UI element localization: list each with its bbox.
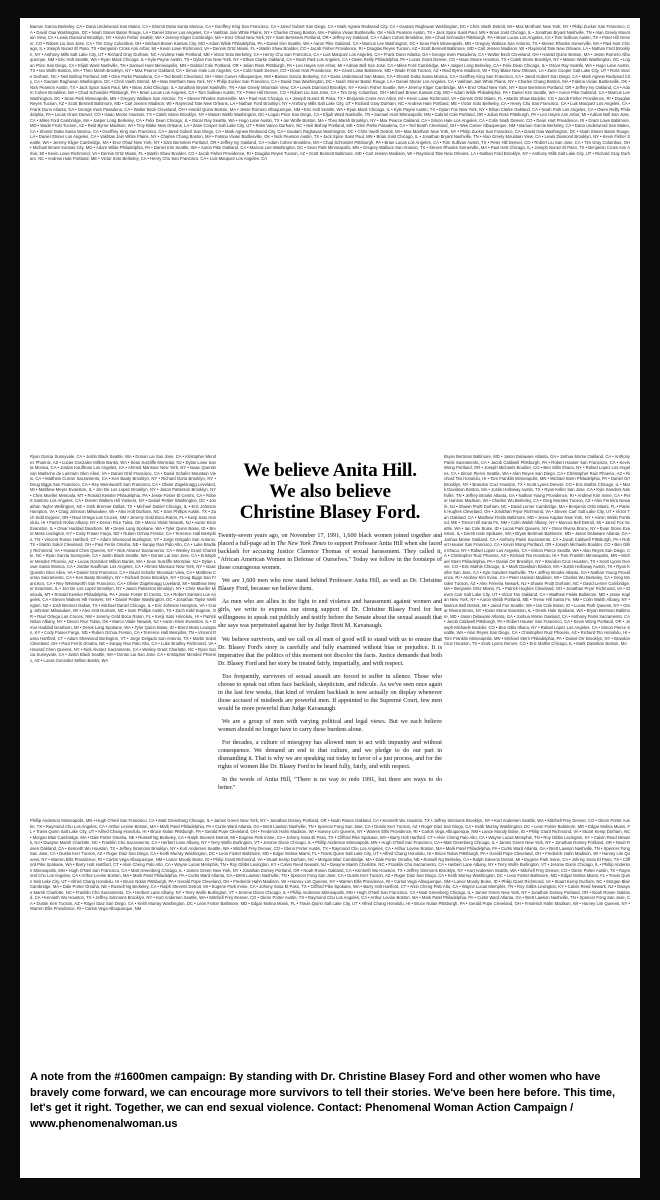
campaign-note-text: A note from the #1600men campaign: By standing with Dr. Christine Blasey Ford and other women who have bravely come forward, we can encourage more survivors to tell their stories. We've been here before. This time, let's get it right. Together, we can end sexual violence. Contact: Phenomenal Woman Action Campaign / www.phenomenalwoman.us (30, 1071, 616, 1130)
letter-body (218, 532, 442, 792)
signatory-list-top: Bamun Garcia Berkeley, CA • Dana Underwood San Mateo, CA • Shomit Dutta Santa Monica, CA • Geoffrey King San Francisco, CA • Jared Gubert San Diego, CA • Mark Agnew Redwood City, CA • Gautam Raghavan Washington, DC • Chris Vaeth Detroit, MI • Max Mortham New York, NY • Philip Zucker San Francisco, CA • David Oaa Washington, DC • Noah Stoner Baton Rouge, LA • Daniel Stoner Los Angeles, CA • Vakhtan Jain White Plains, NY • Charles Chang Boston, MA • Fatima Vivian Bartlesville, OK • Nick Pearson Austin, TX • Jack Spice Saint Paul, MN • Brian Joist Chicago, IL • Jonathan Bryant Nashville, TN • Alan Greely Mountain View, CA • Lewis Diamond Brooklyn, NY • Kevin Fisher Seattle, WA • Jeremy Kliger Cambridge, MA • Erez Ohad New York, NY • Sam Bernstein Portland, OR • Jeffrey Ivy Oakland, CA • Adam Cohen Brookline, MA • Chad Schneider Pittsburgh, PA • Brian Lucas Los Angeles, CA • Tom Sullivan Austin, TX • Peter Hill Denver, CO • Robert Liu San Jose, CA • Tim Gray Columbus, OH • Michael Brown Kansas City, MO • Adam Wilde Philadelphia, PA • Daniel Kim Seattle, WA • Aaron Pike Oakland, CA • Marcus Lee Washington, DC • Sean Park Minneapolis, MN • Gregory Wallace San Antonio, TX • Steven Rhodes Somerville, MA • Paul Hart Chicago, IL • Joseph Nunez El Paso, TX • Benjamin Cross Ann Arbor, MI • Kevin Lowe Richmond, VA • Dennis Ortiz Miami, FL • Martin Shaw Boulder, CO • Jacob Fisher Providence, RI • Douglas Reyes Tucson, AZ • Scott Bennett Baltimore, MD • Carl Jensen Madison, WI • Raymond Tate New Orleans, LA • Nathan Ford Brooklyn, NY • Anthony Mills Salt Lake City, UT • Richard Gray Durham, NC • Andrew Hale Portland, ME • Victor Soto Berkeley, CA • Henry Chu San Francisco, CA • Luis Marquez Los Angeles, CA • Frank Dunn Atlanta, GA • George Irwin Pasadena, CA • Walter Beck Cleveland, OH • Harold Quinn Boston, MA • Jesse Romero Albuquerque, NM • Eric Holt Seattle, WA • Ryan Mack Chicago, IL • Kyle Payne Austin, TX • Dylan Fox New York, NY • Ethan Clarke Oakland, CA • Noah Park Los Angeles, CA • Owen Reilly Philadelphia, PA • Lucas Grant Denver, CO • Isaac Moore Houston, TX • Caleb Stone Brooklyn, NY • Mason Webb Washington, DC • Logan Price San Diego, CA • Elijah Ward Nashville, TN • Samuel Hunt Minneapolis, MN • Gabriel Cole Portland, OR • Julian Ross Pittsburgh, PA • Leo Hayes Ann Arbor, MI • Adrian Bell San Jose, CA • Miles Ford Cambridge, MA • Jasper Long Berkeley, CA • Felix Dean Chicago, IL • Oscar Ray Seattle, WA • Hugo Lane Austin, TX • Ian Wolfe Boston, MA • Theo Marsh Brooklyn, NY • Max Pearce Oakland, CA • Simon Hale Los Angeles, CA • Colin Nash Denver, CO • Dean Hart Providence, RI • Grant Lowe Baltimore, MD • Wade Frost Tucson, AZ • Reid Byrne Madison, WI • Troy Blake New Orleans, LA • Zane Cooper Salt Lake City, UT • Ross Vance Durham, NC • Neil Bishop Portland, ME • Glen Parks Pasadena, CA • Ted Booth Cleveland, OH • Wes Carver Albuquerque, NM • Bamun Garcia Berkeley, CA • Dana Underwood San Mateo, CA • Shomit Dutta Santa Monica, CA • Geoffrey King San Francisco, CA • Jared Gubert San Diego, CA • Mark Agnew Redwood City, CA • Gautam Raghavan Washington, DC • Chris Vaeth Detroit, MI • Max Mortham New York, NY • Philip Zucker San Francisco, CA • David Oaa Washington, DC • Noah Stoner Baton Rouge, LA • Daniel Stoner Los Angeles, CA • Vakhtan Jain White Plains, NY • Charles Chang Boston, MA • Fatima Vivian Bartlesville, OK • Nick Pearson Austin, TX • Jack Spice Saint Paul, MN • Brian Joist Chicago, IL • Jonathan Bryant Nashville, TN • Alan Greely Mountain View, CA • Lewis Diamond Brooklyn, NY • Kevin Fisher Seattle, WA • Jeremy Kliger Cambridge, MA • Erez Ohad New York, NY • Sam Bernstein Portland, OR • Jeffrey Ivy Oakland, CA • Adam Cohen Brookline, MA • Chad Schneider Pittsburgh, PA • Brian Lucas Los Angeles, CA • Tom Sullivan Austin, TX • Peter Hill Denver, CO • Robert Liu San Jose, CA • Tim Gray Columbus, OH • Michael Brown Kansas City, MO • Adam Wilde Philadelphia, PA • Daniel Kim Seattle, WA • Aaron Pike Oakland, CA • Marcus Lee Washington, DC • Sean Park Minneapolis, MN • Gregory Wallace San Antonio, TX • Steven Rhodes Somerville, MA • Paul Hart Chicago, IL • Joseph Nunez El Paso, TX • Benjamin Cross Ann Arbor, MI • Kevin Lowe Richmond, VA • Dennis Ortiz Miami, FL • Martin Shaw Boulder, CO • Jacob Fisher Providence, RI • Douglas Reyes Tucson, AZ • Scott Bennett Baltimore, MD • Carl Jensen Madison, WI • Raymond Tate New Orleans, LA • Nathan Ford Brooklyn, NY • Anthony Mills Salt Lake City, UT • Richard Gray Durham, NC • Andrew Hale Portland, ME • Victor Soto Berkeley, CA • Henry Chu San Francisco, CA • Luis Marquez Los Angeles, CA • Frank Dunn Atlanta, GA • George Irwin Pasadena, CA • Walter Beck Cleveland, OH • Harold Quinn Boston, MA • Jesse Romero Albuquerque, NM • Eric Holt Seattle, WA • Ryan Mack Chicago, IL • Kyle Payne Austin, TX • Dylan Fox New York, NY • Ethan Clarke Oakland, CA • Noah Park Los Angeles, CA • Owen Reilly Philadelphia, PA • Lucas Grant Denver, CO • Isaac Moore Houston, TX • Caleb Stone Brooklyn, NY • Mason Webb Washington, DC • Logan Price San Diego, CA • Elijah Ward Nashville, TN • Samuel Hunt Minneapolis, MN • Gabriel Cole Portland, OR • Julian Ross Pittsburgh, PA • Leo Hayes Ann Arbor, MI • Adrian Bell San Jose, CA • Miles Ford Cambridge, MA • Jasper Long Berkeley, CA • Felix Dean Chicago, IL • Oscar Ray Seattle, WA • Hugo Lane Austin, TX • Ian Wolfe Boston, MA • Theo Marsh Brooklyn, NY • Max Pearce Oakland, CA • Simon Hale Los Angeles, CA • Colin Nash Denver, CO • Dean Hart Providence, RI • Grant Lowe Baltimore, MD • Wade Frost Tucson, AZ • Reid Byrne Madison, WI • Troy Blake New Orleans, LA • Zane Cooper Salt Lake City, UT • Ross Vance Durham, NC • Neil Bishop Portland, ME • Glen Parks Pasadena, CA • Ted Booth Cleveland, OH • Wes Carver Albuquerque, NM • Bamun Garcia Berkeley, CA • Dana Underwood San Mateo, CA • Shomit Dutta Santa Monica, CA • Geoffrey King San Francisco, CA • Jared Gubert San Diego, CA • Mark Agnew Redwood City, CA • Gautam Raghavan Washington, DC • Chris Vaeth Detroit, MI • Max Mortham New York, NY • Philip Zucker San Francisco, CA • David Oaa Washington, DC • Noah Stoner Baton Rouge, LA • Daniel Stoner Los Angeles, CA • Vakhtan Jain White Plains, NY • Charles Chang Boston, MA • Fatima Vivian Bartlesville, OK • Nick Pearson Austin, TX • Jack Spice Saint Paul, MN • Brian Joist Chicago, IL • Jonathan Bryant Nashville, TN • Alan Greely Mountain View, CA • Lewis Diamond Brooklyn, NY • Kevin Fisher Seattle, WA • Jeremy Kliger Cambridge, MA • Erez Ohad New York, NY • Sam Bernstein Portland, OR • Jeffrey Ivy Oakland, CA • Adam Cohen Brookline, MA • Chad Schneider Pittsburgh, PA • Brian Lucas Los Angeles, CA • Tom Sullivan Austin, TX • Peter Hill Denver, CO • Robert Liu San Jose, CA • Tim Gray Columbus, OH • Michael Brown Kansas City, MO • Adam Wilde Philadelphia, PA • Daniel Kim Seattle, WA • Aaron Pike Oakland, CA • Marcus Lee Washington, DC • Sean Park Minneapolis, MN • Gregory Wallace San Antonio, TX • Steven Rhodes Somerville, MA • Paul Hart Chicago, IL • Joseph Nunez El Paso, TX • Benjamin Cross Ann Arbor, MI • Kevin Lowe Richmond, VA • Dennis Ortiz Miami, FL • Martin Shaw Boulder, CO • Jacob Fisher Providence, RI • Douglas Reyes Tucson, AZ • Scott Bennett Baltimore, MD • Carl Jensen Madison, WI • Raymond Tate New Orleans, LA • Nathan Ford Brooklyn, NY • Anthony Mills Salt Lake City, UT • Richard Gray Durham, NC • Andrew Hale Portland, ME • Victor Soto Berkeley, CA • Henry Chu San Francisco, CA • Luis Marquez Los Angeles, CA (30, 24, 630, 161)
newspaper-ad (20, 18, 640, 1178)
newspaper-title: The New York Times (276, 541, 327, 548)
signatory-list-left: Ryan Garcia Sunnyvale, CA • Justin Black Seattle, WA • Dorian Lai San Jose, CA • Kristopher Mendez Phoenix, AZ • Lucas Gonzalez Million Banks, WA • Sean Sutcliffe Montclair, NJ • Dylan Lowe Santa Monica, CA • Jordan Kauffman Los Angeles, CA • Ahmed Mansour New York, NY • Isaac Quentin van Marlsche de Lummen Glen Allen, VA • Daniel Oral Francisco, CA • David Schafer Mountain View, CA • Matthew Curran Sacramento, CA • Ken Baaty Brooklyn, NY • Richard Doria Brooklyn, NY • Doug Biggs San Francisco, CA • Rey Weinsworth San Francisco, CA • Olivier Zagelsnagg Loveland, MI • Matthew Meyer Evanston, IL • Jon De Los Lopez Brooklyn, NY • Jason Patterson Brooklyn, NY • Chris Mueller Missoula, MT • Ronald Kessler Philadelphia, PA • Jesse Foster El Centro, CA • Robert Santoro Los Angeles, CA • Steven Walters Hill Yonkers, NY • Daniel Pettier Washington, DC • Jonathan Taylor Wellington, NZ • Josh Brenner Dallas, TX • Michael Daniel Chicago, IL • Eric Johnson Hampton, VA • Craig Johnson Milwaukee, WI • Alex Holt Durham, NC • Sam Phillips Austin, TX • Zach Kidd Eugene, OR • Raul Ortega Las Cruces, NM • Jeremy Gold Boca Raton, FL • Kenji Sato Honolulu, HI • Patrick Nolan Albany, NY • Devon Rice Tulsa, OK • Marco Vitale Newark, NJ • Aaron Klein Evanston, IL • Omar Haddad Dearborn, MI • Derek Lang Spokane, WA • Tyler Quinn Boise, ID • Brent Moss Lexington, KY • Cody Fraser Fargo, ND • Ruben Ochoa Fresno, CA • Terrence Hall Memphis, TN • Vincent Russo Hartford, CT • Adam Sherwood Burlington, VT • Jorge Delgado San Antonio, TX • Martin Sokol Cleveland, OH • Paul Ferris Omaha, NE • Sanjay Rao Palo Alto, CA • Luke Bradley Richmond, VA • Howard Chen Queens, NY • Nick Alvarez Sacramento, CA • Wesley Grant Charlotte, NC • Ryan Garcia Sunnyvale, CA • Justin Black Seattle, WA • Dorian Lai San Jose, CA • Kristopher Mendez Phoenix, AZ • Lucas Gonzalez Million Banks, WA • Sean Sutcliffe Montclair, NJ • Dylan Lowe Santa Monica, CA • Jordan Kauffman Los Angeles, CA • Ahmed Mansour New York, NY • Isaac Quentin Glen Allen, VA • Daniel Oral Francisco, CA • David Schafer Mountain View, CA • Matthew Curran Sacramento, CA • Ken Baaty Brooklyn, NY • Richard Doria Brooklyn, NY • Doug Biggs San Francisco, CA • Rey Weinsworth San Francisco, CA • Olivier Zagelsnagg Loveland, MI • Matthew Meyer Evanston, IL • Jon De Los Lopez Brooklyn, NY • Jason Patterson Brooklyn, NY • Chris Mueller Missoula, MT • Ronald Kessler Philadelphia, PA • Jesse Foster El Centro, CA • Robert Santoro Los Angeles, CA • Steven Walters Hill Yonkers, NY • Daniel Pettier Washington, DC • Jonathan Taylor Wellington, NZ • Josh Brenner Dallas, TX • Michael Daniel Chicago, IL • Eric Johnson Hampton, VA • Craig Johnson Milwaukee, WI • Alex Holt Durham, NC • Sam Phillips Austin, TX • Zach Kidd Eugene, OR • Raul Ortega Las Cruces, NM • Jeremy Gold Boca Raton, FL • Kenji Sato Honolulu, HI • Patrick Nolan Albany, NY • Devon Rice Tulsa, OK • Marco Vitale Newark, NJ • Aaron Klein Evanston, IL • Omar Haddad Dearborn, MI • Derek Lang Spokane, WA • Tyler Quinn Boise, ID • Brent Moss Lexington, KY • Cody Fraser Fargo, ND • Ruben Ochoa Fresno, CA • Terrence Hall Memphis, TN • Vincent Russo Hartford, CT • Adam Sherwood Burlington, VT • Jorge Delgado San Antonio, TX • Martin Sokol Cleveland, OH • Paul Ferris Omaha, NE • Sanjay Rao Palo Alto, CA • Luke Bradley Richmond, VA • Howard Chen Queens, NY • Nick Alvarez Sacramento, CA • Wesley Grant Charlotte, NC • Ryan Garcia Sunnyvale, CA • Justin Black Seattle, WA • Dorian Lai San Jose, CA • Kristopher Mendez Phoenix, AZ • Lucas Gonzalez Million Banks, WA (30, 454, 216, 663)
letter-paragraph-8: In the words of Anita Hill, "There is no way to redo 1991, but there are ways to do better." (218, 777, 442, 792)
letter-paragraph-5: Too frequently, survivors of sexual assault are forced to suffer in silence. Those who choose to speak out often face backlash, skepticism, and ridicule. As we've seen once again in the last few weeks, that kind of virulent backlash is now actually on display whenever those accused of misdeeds are powerful men. If appointed to the Supreme Court, few men would be more powerful than Judge Kavanaugh. (218, 673, 442, 712)
p1-text-a: Twenty-seven years ago, on November 17, 1991, 1,600 black women joined together and placed a full-page ad in (218, 533, 442, 548)
headline-line-1: We believe Anita Hill. (243, 460, 417, 481)
signatory-list-bottom: Phillip Anderson Minneapolis, MN • Hugh O'Neil San Francisco, CA • Matt Greenberg Chicago, IL • James Green New York, NY • Jonathan Dorsey Portland, OR • Noah Rosen Oakland, CA • Kenneth Wu Houston, TX • Jeffrey Simmons Brooklyn, NY • Kurt Andersen Seattle, WA • Mitchell Frey Denver, CO • Glenn Porter Austin, TX • Raymond Chu Los Angeles, CA • Arthur Levine Boston, MA • Mark Patel Philadelphia, PA • Curtis Ward Atlanta, GA • Brett Lawson Nashville, TN • Spencer Fong San Jose, CA • Dustin Kerr Tucson, AZ • Roger Diaz San Diego, CA • Keith Murray Washington, DC • Leon Foster Baltimore, MD • Edgar Molina Miami, FL • Travis Quinn Salt Lake City, UT • Alfred Chang Honolulu, HI • Bruce Nolan Pittsburgh, PA • Gerald Pope Cleveland, OH • Frederick Hahn Madison, WI • Harvey Lim Queens, NY • Warren Ellis Providence, RI • Carlos Vega Albuquerque, NM • Lance Moody Boise, ID • Philip Grant Richmond, VA • Stuart Kemp Durham, NC • Morgan Blair Cambridge, MA • Dale Porter Omaha, NE • Russell Ng Berkeley, CA • Ralph Stevens Detroit, MI • Eugene Park Irvine, CA • Johnny Sosa El Paso, TX • Clifford Pike Spokane, WA • Barry Holt Hartford, CT • Alvin Cheng Palo Alto, CA • Wayne Lucas Memphis, TN • Roy Gibbs Lexington, KY • Calvin Reed Newark, NJ • Dwayne Marsh Charlotte, NC • Franklin Cho Sacramento, CA • Herbert Lane Albany, NY • Terry Wolfe Burlington, VT • Jerome Dixon Chicago, IL • Phillip Anderson Minneapolis, MN • Hugh O'Neil San Francisco, CA • Matt Greenberg Chicago, IL • James Green New York, NY • Jonathan Dorsey Portland, OR • Noah Rosen Oakland, CA • Kenneth Wu Houston, TX • Jeffrey Simmons Brooklyn, NY • Kurt Andersen Seattle, WA • Mitchell Frey Denver, CO • Glenn Porter Austin, TX • Raymond Chu Los Angeles, CA • Arthur Levine Boston, MA • Mark Patel Philadelphia, PA • Curtis Ward Atlanta, GA • Brett Lawson Nashville, TN • Spencer Fong San Jose, CA • Dustin Kerr Tucson, AZ • Roger Diaz San Diego, CA • Keith Murray Washington, DC • Leon Foster Baltimore, MD • Edgar Molina Miami, FL • Travis Quinn Salt Lake City, UT • Alfred Chang Honolulu, HI • Bruce Nolan Pittsburgh, PA • Gerald Pope Cleveland, OH • Frederick Hahn Madison, WI • Harvey Lim Queens, NY • Warren Ellis Providence, RI • Carlos Vega Albuquerque, NM • Lance Moody Boise, ID • Philip Grant Richmond, VA • Stuart Kemp Durham, NC • Morgan Blair Cambridge, MA • Dale Porter Omaha, NE • Russell Ng Berkeley, CA • Ralph Stevens Detroit, MI • Eugene Park Irvine, CA • Johnny Sosa El Paso, TX • Clifford Pike Spokane, WA • Barry Holt Hartford, CT • Alvin Cheng Palo Alto, CA • Wayne Lucas Memphis, TN • Roy Gibbs Lexington, KY • Calvin Reed Newark, NJ • Dwayne Marsh Charlotte, NC • Franklin Cho Sacramento, CA • Herbert Lane Albany, NY • Terry Wolfe Burlington, VT • Jerome Dixon Chicago, IL • Phillip Anderson Minneapolis, MN • Hugh O'Neil San Francisco, CA • Matt Greenberg Chicago, IL • James Green New York, NY • Jonathan Dorsey Portland, OR • Noah Rosen Oakland, CA • Kenneth Wu Houston, TX • Jeffrey Simmons Brooklyn, NY • Kurt Andersen Seattle, WA • Mitchell Frey Denver, CO • Glenn Porter Austin, TX • Raymond Chu Los Angeles, CA • Arthur Levine Boston, MA • Mark Patel Philadelphia, PA • Curtis Ward Atlanta, GA • Brett Lawson Nashville, TN • Spencer Fong San Jose, CA • Dustin Kerr Tucson, AZ • Roger Diaz San Diego, CA • Keith Murray Washington, DC • Leon Foster Baltimore, MD • Edgar Molina Miami, FL • Travis Quinn Salt Lake City, UT • Alfred Chang Honolulu, HI • Bruce Nolan Pittsburgh, PA • Gerald Pope Cleveland, OH • Frederick Hahn Madison, WI • Harvey Lim Queens, NY • Warren Ellis Providence, RI • Carlos Vega Albuquerque, NM • Lance Moody Boise, ID • Philip Grant Richmond, VA • Stuart Kemp Durham, NC • Morgan Blair Cambridge, MA • Dale Porter Omaha, NE • Russell Ng Berkeley, CA • Ralph Stevens Detroit, MI • Eugene Park Irvine, CA • Johnny Sosa El Paso, TX • Clifford Pike Spokane, WA • Barry Holt Hartford, CT • Alvin Cheng Palo Alto, CA • Wayne Lucas Memphis, TN • Roy Gibbs Lexington, KY • Calvin Reed Newark, NJ • Dwayne Marsh Charlotte, NC • Franklin Cho Sacramento, CA • Herbert Lane Albany, NY • Terry Wolfe Burlington, VT • Jerome Dixon Chicago, IL • Phillip Anderson Minneapolis, MN • Hugh O'Neil San Francisco, CA • Matt Greenberg Chicago, IL • James Green New York, NY • Jonathan Dorsey Portland, OR • Noah Rosen Oakland, CA • Kenneth Wu Houston, TX • Jeffrey Simmons Brooklyn, NY • Kurt Andersen Seattle, WA • Mitchell Frey Denver, CO • Glenn Porter Austin, TX • Raymond Chu Los Angeles, CA • Arthur Levine Boston, MA • Mark Patel Philadelphia, PA • Curtis Ward Atlanta, GA • Brett Lawson Nashville, TN • Spencer Fong San Jose, CA • Dustin Kerr Tucson, AZ • Roger Diaz San Diego, CA • Keith Murray Washington, DC • Leon Foster Baltimore, MD • Edgar Molina Miami, FL • Travis Quinn Salt Lake City, UT • Alfred Chang Honolulu, HI • Bruce Nolan Pittsburgh, PA • Gerald Pope Cleveland, OH • Frederick Hahn Madison, WI • Harvey Lim Queens, NY • Warren Ellis Providence, RI • Carlos Vega Albuquerque, NM (30, 818, 630, 911)
letter-paragraph-4: We believe survivors, and we call on all men of good will to stand with us to ensure that Dr. Blasey Ford's story is carefully and fully examined without bias or prejudice. It is imperative that the politics of this moment not discolor the facts. Justice demands that both Dr. Blasey Ford and her story be treated fairly, impartially, and with respect. (218, 636, 442, 667)
letter-paragraph-2: We are 1,600 men who now stand behind Professor Anita Hill, as well as Dr. Christine Blasey Ford, because we believe them. (218, 578, 442, 593)
letter-paragraph-1 (218, 532, 442, 572)
letter-paragraph-7: For decades, a culture of misogyny has allowed men to act with impunity and without consequence. We demand an end to that culture, and we pledge to do our part in dismantling it. That is why we are speaking out today in favor of a just process, and for the rights of women like Dr. Blasey Ford to be heard fully, fairly, and with respect. (218, 740, 442, 771)
headline (218, 456, 442, 523)
open-letter (218, 456, 442, 816)
headline-line-2: We also believe (269, 481, 391, 502)
headline-line-3: Christine Blasey Ford. (239, 502, 421, 523)
signatory-list-right: Bryan Bertman Baltimore, MD • Jason Delaware Atlanta, GA • Joshua Morse Oakland, CA • Anthony Parisi Sacramento, CA • Jacob Caldwell Pittsburgh, PA • Robert Hauser San Francisco, CA • Kevin Wong Portland, OR • Joseph Michaels Boulder, CO • Ben Gillis Ithaca, NY • Rafael Lopez Los Angeles, CA • Simon Pierce Seattle, WA • Alan Reyes San Diego, CA • Christopher Ruiz Phoenix, AZ • Richard Tso Honolulu, HI • Tom Franklin Minneapolis, MN • Michael Stern Philadelphia, PA • Daniel Orr Brooklyn, NY • Brandon Cruz Houston, TX • Scott Lyons Denver, CO • Eric Mathis Chicago, IL • Mark Davidson Boston, MA • Justin Holloway Austin, TX • Ryan Keller San Jose, CA • Kyle Sanders Nashville, TN • Jeffrey Brooks Atlanta, GA • Nathan Young Providence, RI • Andrew Kim Irvine, CA • Peter Hanson Madison, WI • Charles Wu Berkeley, CA • Greg Morales Tucson, AZ • Alex Ferreira Newark, NJ • Shawn Pruitt Durham, NC • David Lerner Cambridge, MA • Benjamin Ortiz Miami, FL • Patrick Hughes Cleveland, OH • Jonathan Pryor Richmond, VA • Steven Carr Salt Lake City, UT • Victor Tan Oakland, CA • Matthew Fields Baltimore, MD • Jesse Kaplan New York, NY • Aaron Webb Portland, ME • Trevor Hill Santa Fe, NM • Colin Walsh Albany, NY • Marcus Bell Detroit, MI • Jared Fox Seattle, WA • Ian Cole Boise, ID • Lucas Park Queens, NY • Omar Rivera Bronx, NY • Evan Stone Evanston, IL • Derek Hale Spokane, WA • Bryan Bertman Baltimore, MD • Jason Delaware Atlanta, GA • Joshua Morse Oakland, CA • Anthony Parisi Sacramento, CA • Jacob Caldwell Pittsburgh, PA • Robert Hauser San Francisco, CA • Kevin Wong Portland, OR • Joseph Michaels Boulder, CO • Ben Gillis Ithaca, NY • Rafael Lopez Los Angeles, CA • Simon Pierce Seattle, WA • Alan Reyes San Diego, CA • Christopher Ruiz Phoenix, AZ • Richard Tso Honolulu, HI • Tom Franklin Minneapolis, MN • Michael Stern Philadelphia, PA • Daniel Orr Brooklyn, NY • Brandon Cruz Houston, TX • Scott Lyons Denver, CO • Eric Mathis Chicago, IL • Mark Davidson Boston, MA • Justin Holloway Austin, TX • Ryan Keller San Jose, CA • Kyle Sanders Nashville, TN • Jeffrey Brooks Atlanta, GA • Nathan Young Providence, RI • Andrew Kim Irvine, CA • Peter Hanson Madison, WI • Charles Wu Berkeley, CA • Greg Morales Tucson, AZ • Alex Ferreira Newark, NJ • Shawn Pruitt Durham, NC • David Lerner Cambridge, MA • Benjamin Ortiz Miami, FL • Patrick Hughes Cleveland, OH • Jonathan Pryor Richmond, VA • Steven Carr Salt Lake City, UT • Victor Tan Oakland, CA • Matthew Fields Baltimore, MD • Jesse Kaplan New York, NY • Aaron Webb Portland, ME • Trevor Hill Santa Fe, NM • Colin Walsh Albany, NY • Marcus Bell Detroit, MI • Jared Fox Seattle, WA • Ian Cole Boise, ID • Lucas Park Queens, NY • Omar Rivera Bronx, NY • Evan Stone Evanston, IL • Derek Hale Spokane, WA • Bryan Bertman Baltimore, MD • Jason Delaware Atlanta, GA • Joshua Morse Oakland, CA • Anthony Parisi Sacramento, CA • Jacob Caldwell Pittsburgh, PA • Robert Hauser San Francisco, CA • Kevin Wong Portland, OR • Joseph Michaels Boulder, CO • Ben Gillis Ithaca, NY • Rafael Lopez Los Angeles, CA • Simon Pierce Seattle, WA • Alan Reyes San Diego, CA • Christopher Ruiz Phoenix, AZ • Richard Tso Honolulu, HI • Tom Franklin Minneapolis, MN • Michael Stern Philadelphia, PA • Daniel Orr Brooklyn, NY • Brandon Cruz Houston, TX • Scott Lyons Denver, CO • Eric Mathis Chicago, IL • Mark Davidson Boston, MA (444, 454, 630, 646)
letter-paragraph-3: As men who are allies in the fight to end violence and harassment against women and girls, we write to express our strong support of Dr. Christine Blasey Ford for her willingness to speak out publicly and testify before the Senate about the sexual assault that she says was perpetrated against her by Judge Brett M. Kavanaugh. (218, 599, 442, 630)
campaign-note (30, 1070, 630, 1170)
p1-text-b: to support Professor Anita Hill when she faced backlash for accusing Justice Clarence Thomas of sexual harassment. They called it, "African American Women in Defense of Ourselves." Today we follow in the footsteps of those courageous women. (218, 541, 442, 572)
letter-paragraph-6: We are a group of men with varying political and legal views. But we each believe women should no longer have to carry these burdens alone. (218, 718, 442, 733)
